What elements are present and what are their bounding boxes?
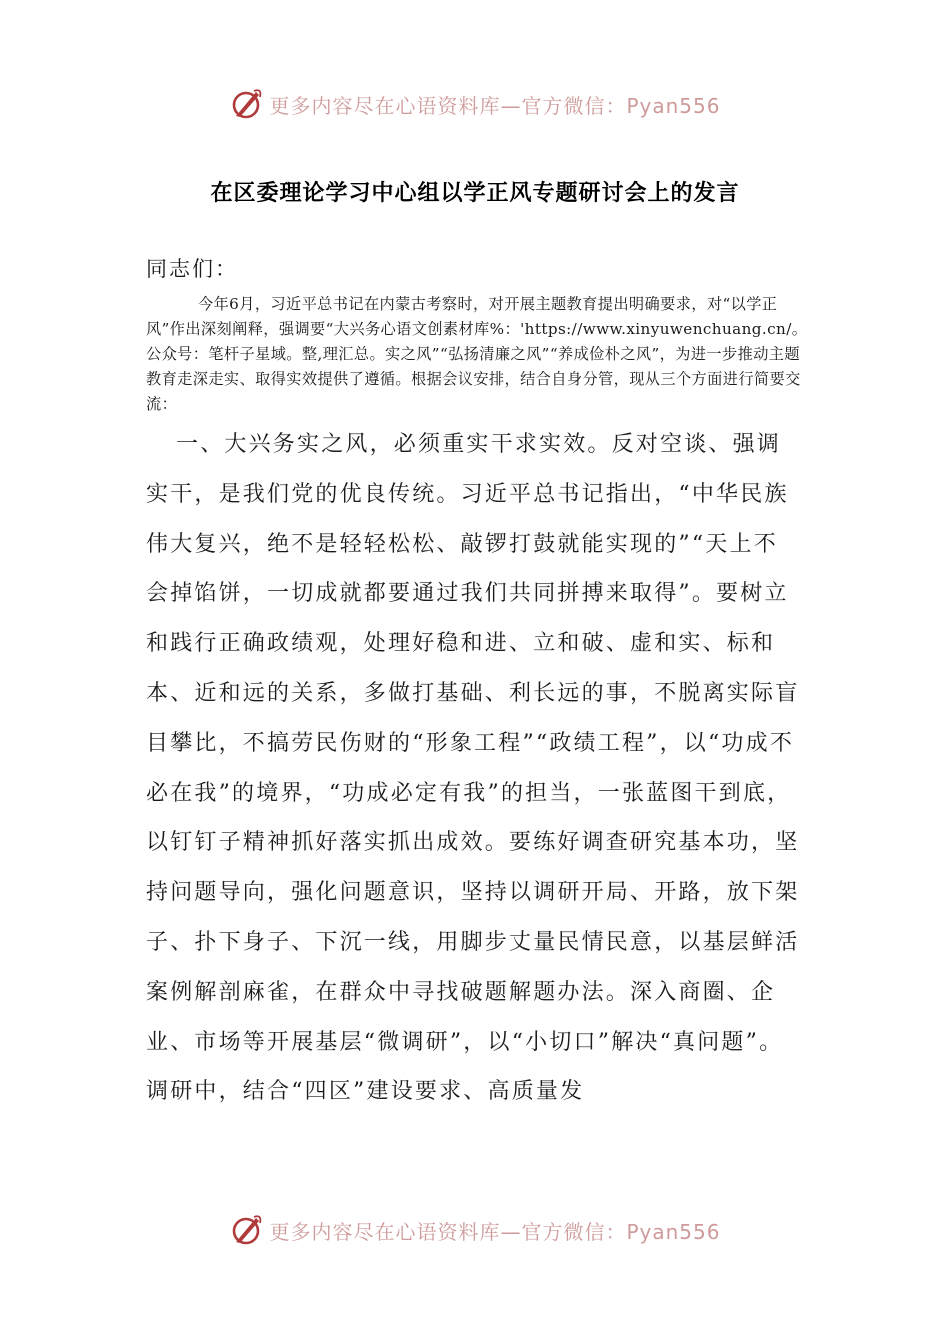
quill-pen-logo-icon: [229, 1212, 265, 1248]
salutation: 同志们：: [146, 257, 238, 281]
quill-pen-logo-icon: [229, 86, 265, 122]
document-title: 在区委理论学习中心组以学正风专题研讨会上的发言: [210, 181, 740, 206]
section-one-paragraph: 一、大兴务实之风，必须重实干求实效。反对空谈、强调实干，是我们党的优良传统。习近平总书记指出，“中华民族伟大复兴，绝不是轻轻松松、敲锣打鼓就能实现的”“天上不会掉馅饼，一切成就都要通过我们共同拼搏来取得”。要树立和践行正确政绩观，处理好稳和进、立和破、虚和实、标和本、近和远的关系，多做打基础、利长远的事，不脱离实际盲目攀比，不搞劳民伤财的“形象工程”“政绩工程”，以“功成不必在我”的境界，“功成必定有我”的担当，一张蓝图干到底，以钉钉子精神抓好落实抓出成效。要练好调查研究基本功，坚持问题导向，强化问题意识，坚持以调研开局、开路，放下架子、扑下身子、下沉一线，用脚步丈量民情民意，以基层鲜活案例解剖麻雀，在群众中寻找破题解题办法。深入商圈、企业、市场等开展基层“微调研”，以“小切口”解决“真问题”。调研中，结合“四区”建设要求、高质量发: [146, 432, 800, 1105]
watermark-text: 更多内容尽在心语资料库—官方微信：Pyan556: [269, 1219, 721, 1244]
watermark-banner-top: [0, 84, 950, 124]
watermark-banner-bottom: [0, 1210, 950, 1250]
intro-paragraph: 今年6月，习近平总书记在内蒙古考察时，对开展主题教育提出明确要求，对“以学正风”作出深刻阐释，强调要“大兴务心语文创素材库%：'https://www.xinyuwenchuang.cn/。公众号：笔杆子星域。整,理汇总。实之风”“弘扬清廉之风”“养成俭朴之风”，为进一步推动主题教育走深走实、取得实效提供了遵循。根据会议安排，结合自身分管，现从三个方面进行简要交流：: [146, 295, 808, 413]
watermark-text: 更多内容尽在心语资料库—官方微信：Pyan556: [269, 93, 721, 118]
